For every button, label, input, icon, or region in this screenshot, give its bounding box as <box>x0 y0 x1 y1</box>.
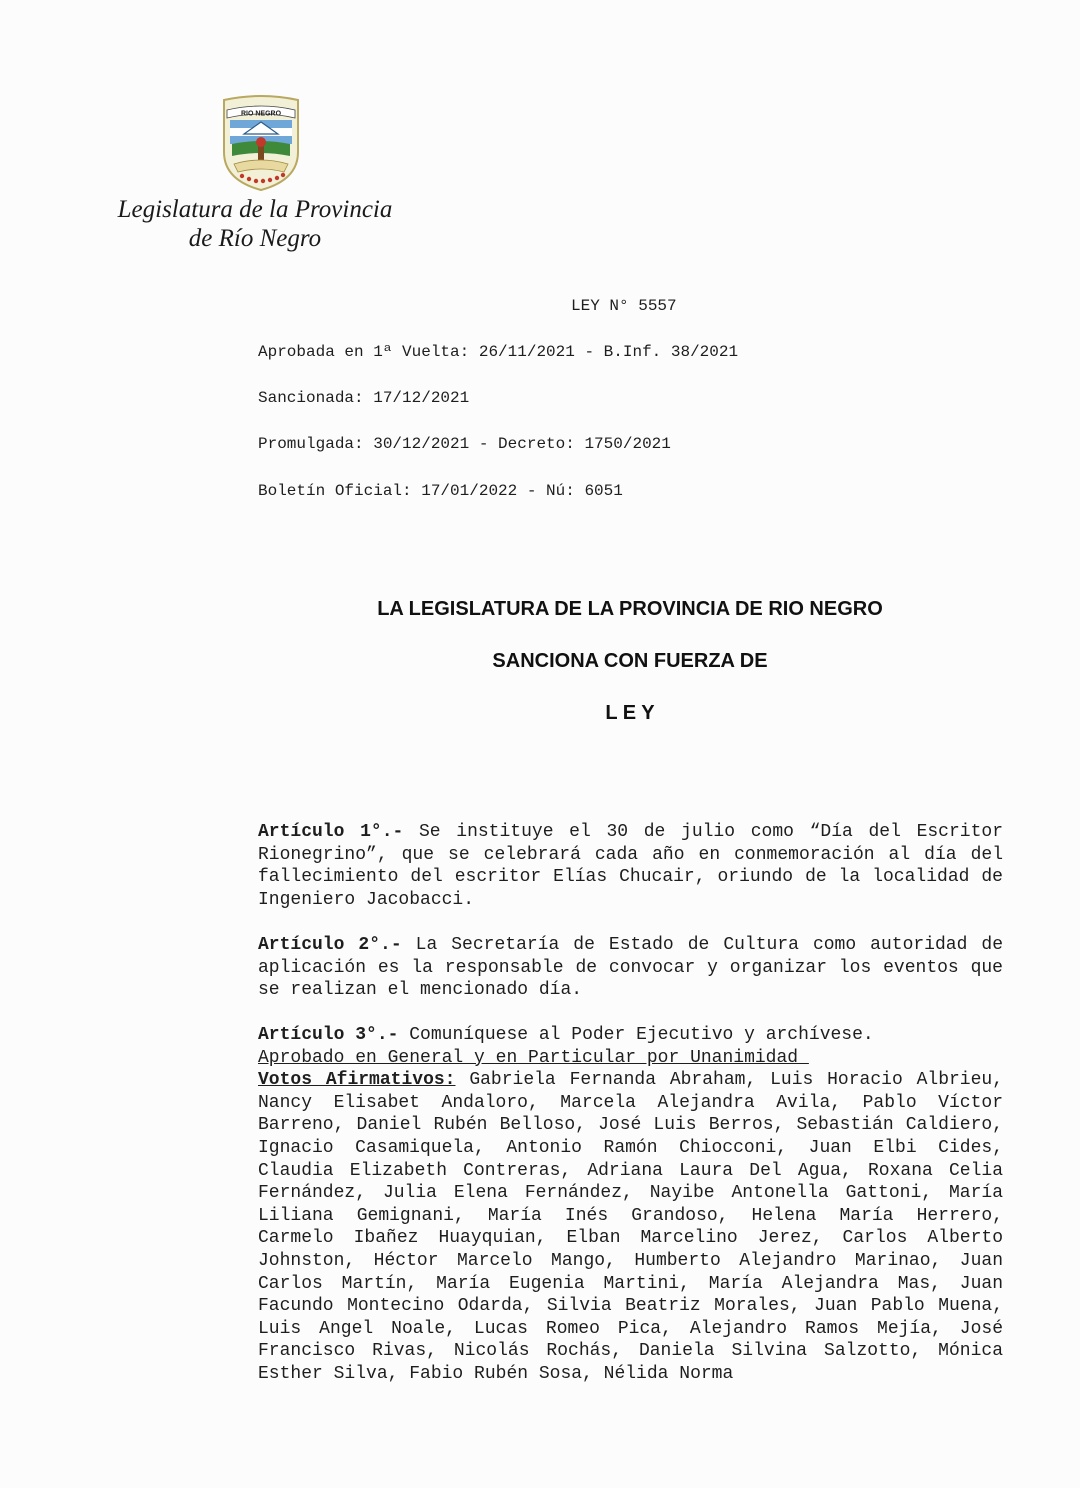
sanctioned-date: Sancionada: 17/12/2021 <box>258 389 470 407</box>
legislature-line-2: de Río Negro <box>188 225 322 252</box>
article-3-text: Comuníquese al Poder Ejecutivo y archívese. <box>398 1025 874 1045</box>
votes-paragraph <box>258 1070 1003 1384</box>
article-3 <box>258 1024 1003 1386</box>
article-2 <box>258 934 1003 1002</box>
law-number: LEY N° 5557 <box>571 297 677 315</box>
promulgated-date: Promulgada: 30/12/2021 - Decreto: 1750/2021 <box>258 435 671 453</box>
article-2-label: Artículo 2°.- <box>258 935 402 955</box>
article-1-label: Artículo 1°.- <box>258 822 404 842</box>
heading-ley: L E Y <box>605 702 655 724</box>
heading-legislature: LA LEGISLATURA DE LA PROVINCIA DE RIO NEGRO <box>377 598 883 620</box>
approval-statement: Aprobado en General y en Particular por Unanimidad <box>258 1047 809 1068</box>
rio-negro-seal-icon <box>218 94 304 192</box>
article-2-text: La Secretaría de Estado de Cultura como autoridad de aplicación es la responsable de convocar y organizar los eventos que se realizan el mencionado día. <box>258 935 1003 1001</box>
approved-first-round: Aprobada en 1ª Vuelta: 26/11/2021 - B.Inf. 38/2021 <box>258 343 739 361</box>
heading-sanciona: SANCIONA CON FUERZA DE <box>492 650 768 672</box>
legislature-name <box>100 195 410 253</box>
votes-list: Gabriela Fernanda Abraham, Luis Horacio Albrieu, Nancy Elisabet Andaloro, Marcela Alejandra Avila, Pablo Víctor Barreno, Daniel Rubén Belloso, José Luis Berros, Sebastián Caldiero, Ignacio Casamiquela, Antonio Ramón Chiocconi, Juan Elbi Cides, Claudia Elizabeth Contreras, Adriana Laura Del Agua, Roxana Celia Fernández, Julia Elena Fernández, Nayibe Antonella Gattoni, María Liliana Gemignani, María Inés Grandoso, Helena María Herrero, Carmelo Ibañez Huayquian, Elban Marcelino Jerez, Carlos Alberto Johnston, Héctor Marcelo Mango, Humberto Alejandro Marinao, Juan Carlos Martín, María Eugenia Martini, María Alejandra Mas, Juan Facundo Montecino Odarda, Silvia Beatriz Morales, Juan Pablo Muena, Luis Angel Noale, Lucas Romeo Pica, Alejandro Ramos Mejía, José Francisco Rivas, Nicolás Rochás, Daniela Silvina Salzotto, Mónica Esther Silva, Fabio Rubén Sosa, Nélida Norma <box>258 1070 1003 1384</box>
article-1 <box>258 821 1003 911</box>
article-3-label: Artículo 3°.- <box>258 1025 399 1045</box>
legislature-line-1: Legislatura de la Provincia <box>117 196 393 223</box>
official-bulletin: Boletín Oficial: 17/01/2022 - Nú: 6051 <box>258 482 623 500</box>
svg-text:RIO NEGRO: RIO NEGRO <box>240 110 282 118</box>
votes-label: Votos Afirmativos: <box>258 1070 456 1091</box>
article-1-text: Se instituye el 30 de julio como “Día del Escritor Rionegrino”, que se celebrará cada año en conmemoración al día del fallecimiento del escritor Elías Chucair, oriundo de la localidad de Ingeniero Jacobacci. <box>258 822 1003 910</box>
